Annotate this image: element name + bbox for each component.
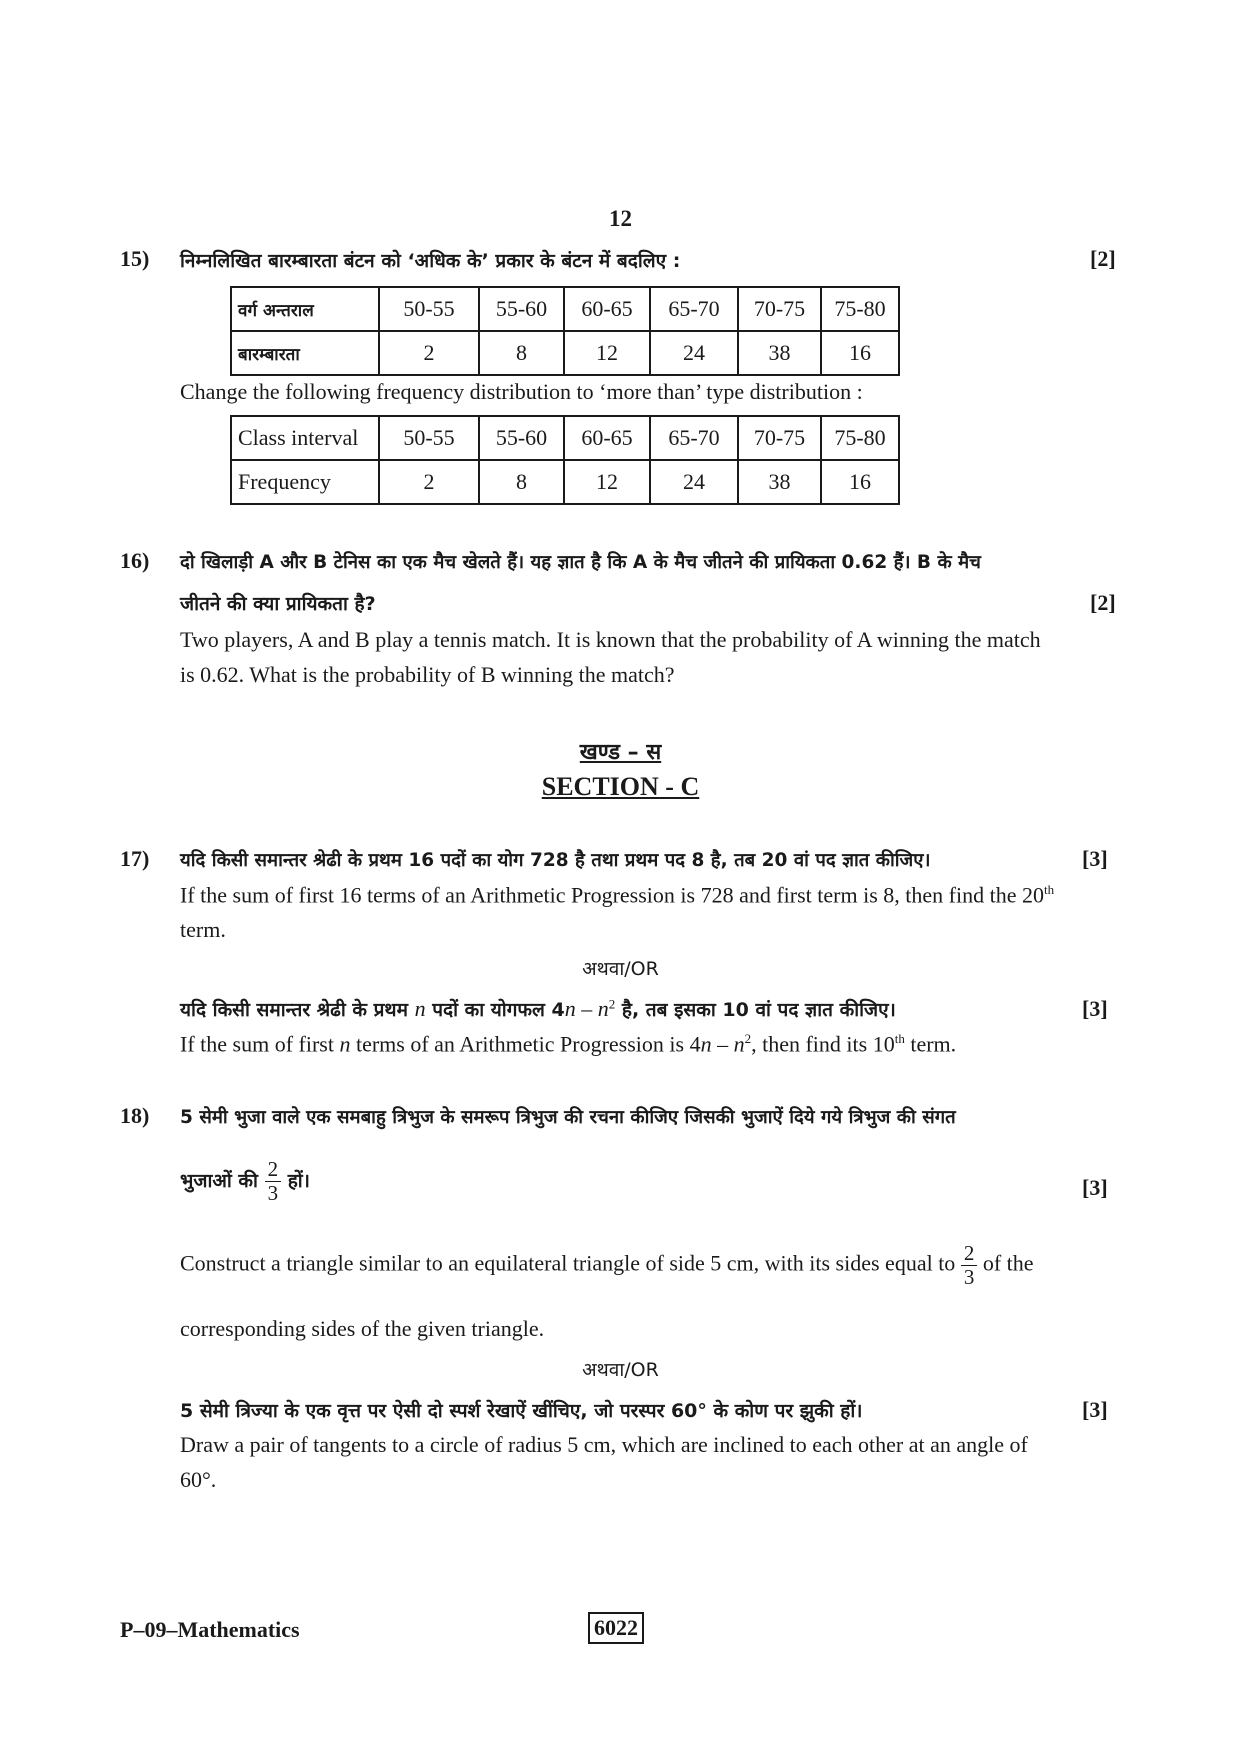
interval-cell: 65-70 bbox=[650, 416, 738, 460]
interval-cell: 65-70 bbox=[650, 287, 738, 331]
q15-marks: [2] bbox=[1090, 246, 1116, 271]
q17-alt-english-sup2: 2 bbox=[744, 1031, 752, 1046]
q17-english-line1 bbox=[180, 882, 1054, 908]
fraction-numerator: 2 bbox=[265, 1158, 282, 1182]
q17-alt-hindi-sup: 2 bbox=[608, 996, 616, 1012]
frequency-cell: 12 bbox=[564, 460, 650, 504]
q17-alt-english-sup-th: th bbox=[894, 1031, 905, 1046]
q15-english-text: Change the following frequency distribution to ‘more than’ type distribution : bbox=[180, 379, 863, 404]
q16-marks: [2] bbox=[1090, 590, 1116, 615]
q18-english-line1 bbox=[180, 1242, 1034, 1289]
q17-hindi-text: यदि किसी समान्तर श्रेढी के प्रथम 16 पदों का योग 728 है तथा प्रथम पद 8 है, तब 20 वां पद ज्ञात कीजिए। bbox=[180, 850, 931, 871]
q16-hindi-line1: दो खिलाड़ी A और B टेनिस का एक मैच खेलते हैं। यह ज्ञात है कि A के मैच जीतने की प्रायिकता 0.62 हैं। B के मैच bbox=[180, 552, 981, 573]
table-row bbox=[231, 416, 899, 460]
interval-cell: 60-65 bbox=[564, 416, 650, 460]
table-label-frequency: Frequency bbox=[231, 460, 379, 504]
q17-alt-hindi-pre: यदि किसी समान्तर श्रेढी के प्रथम bbox=[180, 999, 408, 1021]
q16-english-line2: is 0.62. What is the probability of B winning the match? bbox=[180, 662, 675, 687]
q18-or-divider bbox=[0, 1356, 1241, 1382]
table-row bbox=[231, 460, 899, 504]
fraction-denominator: 3 bbox=[267, 1181, 279, 1205]
q18-fraction-hindi bbox=[265, 1158, 282, 1205]
q15-hindi-table bbox=[230, 286, 900, 376]
q17-or-label: अथवा/OR bbox=[582, 958, 659, 980]
q17-superscript: th bbox=[1043, 882, 1055, 897]
frequency-cell: 16 bbox=[821, 331, 899, 375]
interval-cell: 50-55 bbox=[379, 287, 479, 331]
fraction-denominator: 3 bbox=[963, 1265, 975, 1289]
table-label-class-interval: वर्ग अन्तराल bbox=[231, 287, 379, 331]
q17-alt-english bbox=[180, 1031, 956, 1057]
q17-alt-marks: [3] bbox=[1082, 996, 1108, 1021]
q15-hindi-text: निम्नलिखित बारम्बारता बंटन को ‘अधिक के’ प्रकार के बंटन में बदलिए : bbox=[180, 250, 681, 272]
interval-cell: 70-75 bbox=[738, 287, 821, 331]
q17-or-divider bbox=[0, 955, 1241, 981]
q17-alt-hindi-post: है, तब इसका 10 वां पद ज्ञात कीजिए। bbox=[621, 999, 896, 1021]
q18-english-line2: corresponding sides of the given triangle. bbox=[180, 1316, 545, 1341]
q18-alt-english-line1: Draw a pair of tangents to a circle of radius 5 cm, which are inclined to each other at an angle of bbox=[180, 1432, 1028, 1457]
frequency-cell: 38 bbox=[738, 331, 821, 375]
q18-marks: [3] bbox=[1082, 1175, 1108, 1200]
q17-alt-english-n2: n – n bbox=[700, 1031, 745, 1057]
q17-number: 17) bbox=[120, 846, 150, 871]
q17-english-line1-text: If the sum of first 16 terms of an Arithmetic Progression is 728 and first term is 8, then find the 20 bbox=[180, 882, 1044, 908]
q17-alt-hindi-n: n bbox=[414, 996, 426, 1021]
q16-hindi-line2: जीतने की क्या प्रायिकता है? bbox=[180, 593, 376, 615]
frequency-cell: 12 bbox=[564, 331, 650, 375]
interval-cell: 75-80 bbox=[821, 287, 899, 331]
q17-alt-english-end: term. bbox=[910, 1031, 957, 1057]
q18-hindi-line2-post: हों। bbox=[287, 1170, 310, 1192]
interval-cell: 75-80 bbox=[821, 416, 899, 460]
footer-paper-code: 6022 bbox=[588, 1612, 644, 1644]
table-label-frequency: बारम्बारता bbox=[231, 331, 379, 375]
frequency-cell: 24 bbox=[650, 331, 738, 375]
interval-cell: 55-60 bbox=[479, 287, 564, 331]
interval-cell: 50-55 bbox=[379, 416, 479, 460]
q18-english-line1-pre: Construct a triangle similar to an equilateral triangle of side 5 cm, with its sides equal to bbox=[180, 1250, 956, 1276]
section-title-english: SECTION - C bbox=[541, 772, 700, 801]
page-number: 12 bbox=[609, 206, 632, 231]
q18-alt-english-line2: 60°. bbox=[180, 1467, 217, 1492]
frequency-cell: 24 bbox=[650, 460, 738, 504]
q18-fraction-english bbox=[961, 1242, 978, 1289]
table-row bbox=[231, 331, 899, 375]
q18-hindi-line2-pre: भुजाओं की bbox=[180, 1170, 258, 1192]
q16-english-line1: Two players, A and B play a tennis match. It is known that the probability of A winning the match bbox=[180, 627, 1041, 652]
q17-alt-english-mid: terms of an Arithmetic Progression is 4 bbox=[355, 1031, 701, 1057]
frequency-cell: 2 bbox=[379, 460, 479, 504]
q17-marks: [3] bbox=[1082, 846, 1108, 871]
table-row bbox=[231, 287, 899, 331]
footer-subject-code: P–09–Mathematics bbox=[120, 1617, 300, 1642]
table-label-class-interval: Class interval bbox=[231, 416, 379, 460]
q18-hindi-line1: 5 सेमी भुजा वाले एक समबाहु त्रिभुज के समरूप त्रिभुज की रचना कीजिए जिसकी भुजाऐं दिये गये त्रिभुज की संगत bbox=[180, 1107, 956, 1128]
frequency-cell: 8 bbox=[479, 460, 564, 504]
q18-alt-hindi: 5 सेमी त्रिज्या के एक वृत्त पर ऐसी दो स्पर्श रेखाऐं खींचिए, जो परस्पर 60° के कोण पर झुकी हों। bbox=[180, 1400, 863, 1422]
interval-cell: 70-75 bbox=[738, 416, 821, 460]
q17-alt-hindi bbox=[180, 996, 896, 1022]
frequency-cell: 16 bbox=[821, 460, 899, 504]
q15-number: 15) bbox=[120, 246, 150, 271]
q17-alt-english-post: , then find its 10 bbox=[751, 1031, 895, 1057]
q17-alt-english-pre: If the sum of first bbox=[180, 1031, 334, 1057]
q17-english-line2: term. bbox=[180, 917, 226, 942]
q18-alt-marks: [3] bbox=[1082, 1397, 1108, 1422]
interval-cell: 60-65 bbox=[564, 287, 650, 331]
q18-or-label: अथवा/OR bbox=[582, 1359, 659, 1381]
fraction-numerator: 2 bbox=[961, 1242, 978, 1266]
frequency-cell: 38 bbox=[738, 460, 821, 504]
q18-english-line1-post: of the bbox=[982, 1250, 1034, 1276]
q16-number: 16) bbox=[120, 548, 150, 573]
q15-english-table bbox=[230, 415, 900, 505]
interval-cell: 55-60 bbox=[479, 416, 564, 460]
q18-hindi-line2 bbox=[180, 1158, 310, 1205]
section-heading-english bbox=[0, 772, 1241, 802]
q17-alt-hindi-mid: पदों का योगफल 4 bbox=[432, 999, 565, 1021]
section-title-hindi: खण्ड – स bbox=[579, 740, 662, 765]
section-heading-hindi bbox=[0, 736, 1241, 766]
frequency-cell: 8 bbox=[479, 331, 564, 375]
q17-alt-hindi-n2: n – n bbox=[564, 996, 609, 1021]
frequency-cell: 2 bbox=[379, 331, 479, 375]
q18-number: 18) bbox=[120, 1103, 150, 1128]
q17-alt-english-n: n bbox=[339, 1031, 351, 1057]
